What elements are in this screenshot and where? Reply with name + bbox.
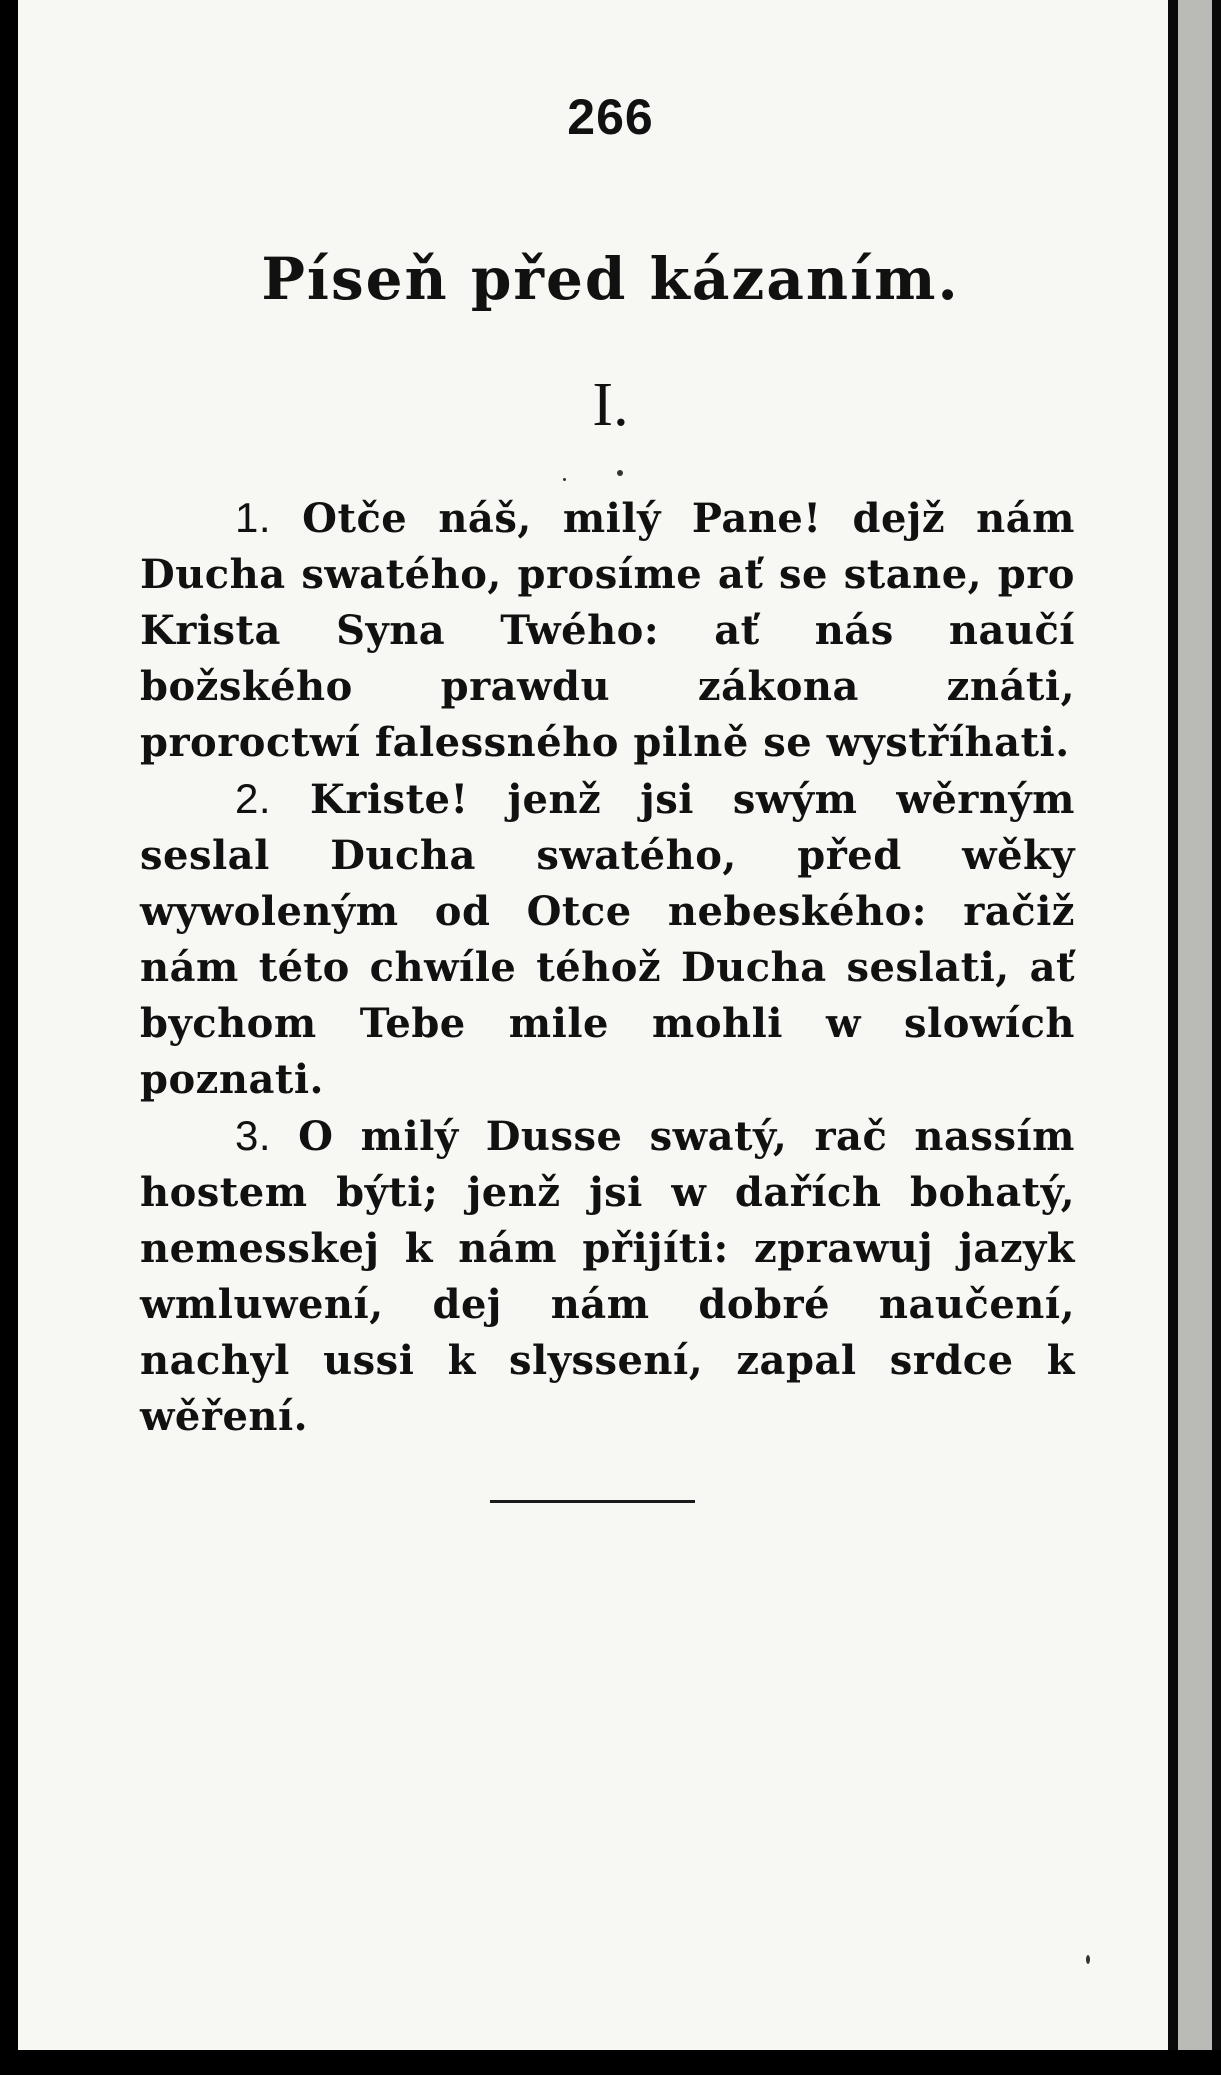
hymn-verses — [140, 490, 1075, 1445]
scan-edge-bottom — [0, 2050, 1221, 2075]
verse-text: O milý Dusse swatý, rač nassím hostem býti; jenž jsi w dařích bohatý, nemesskej k nám přijíti: zprawuj jazyk wmluwení, dej nám dobré naučení, nachyl ussi k slyssení, zapal srdce k wěření. — [140, 1113, 1075, 1440]
verse-text: Otče náš, milý Pane! dejž nám Ducha swatého, prosíme ať se stane, pro Krista Syna Twého: ať nás naučí božského prawdu zákona znáti, proroctwí falessného pilně se wystříhati. — [140, 495, 1075, 766]
page-number: 266 — [567, 89, 654, 145]
section-numeral: I. — [592, 371, 629, 439]
end-rule-divider — [490, 1500, 695, 1503]
verse-1 — [140, 490, 1075, 771]
print-speck — [1086, 1955, 1090, 1964]
verse-number: 2. — [235, 775, 272, 822]
hymn-title: Píseň před kázaním. — [261, 245, 960, 313]
verse-3 — [140, 1108, 1075, 1445]
verse-number: 3. — [235, 1112, 272, 1159]
print-speck — [617, 470, 623, 476]
verse-text: Kriste! jenž jsi swým wěrným seslal Ducha swatého, před wěky wywoleným od Otce nebeského: račiž nám této chwíle téhož Ducha seslati, ať bychom Tebe mile mohli w slowích poznati. — [140, 776, 1075, 1103]
print-speck — [563, 478, 566, 481]
verse-2 — [140, 771, 1075, 1108]
verse-number: 1. — [235, 494, 272, 541]
